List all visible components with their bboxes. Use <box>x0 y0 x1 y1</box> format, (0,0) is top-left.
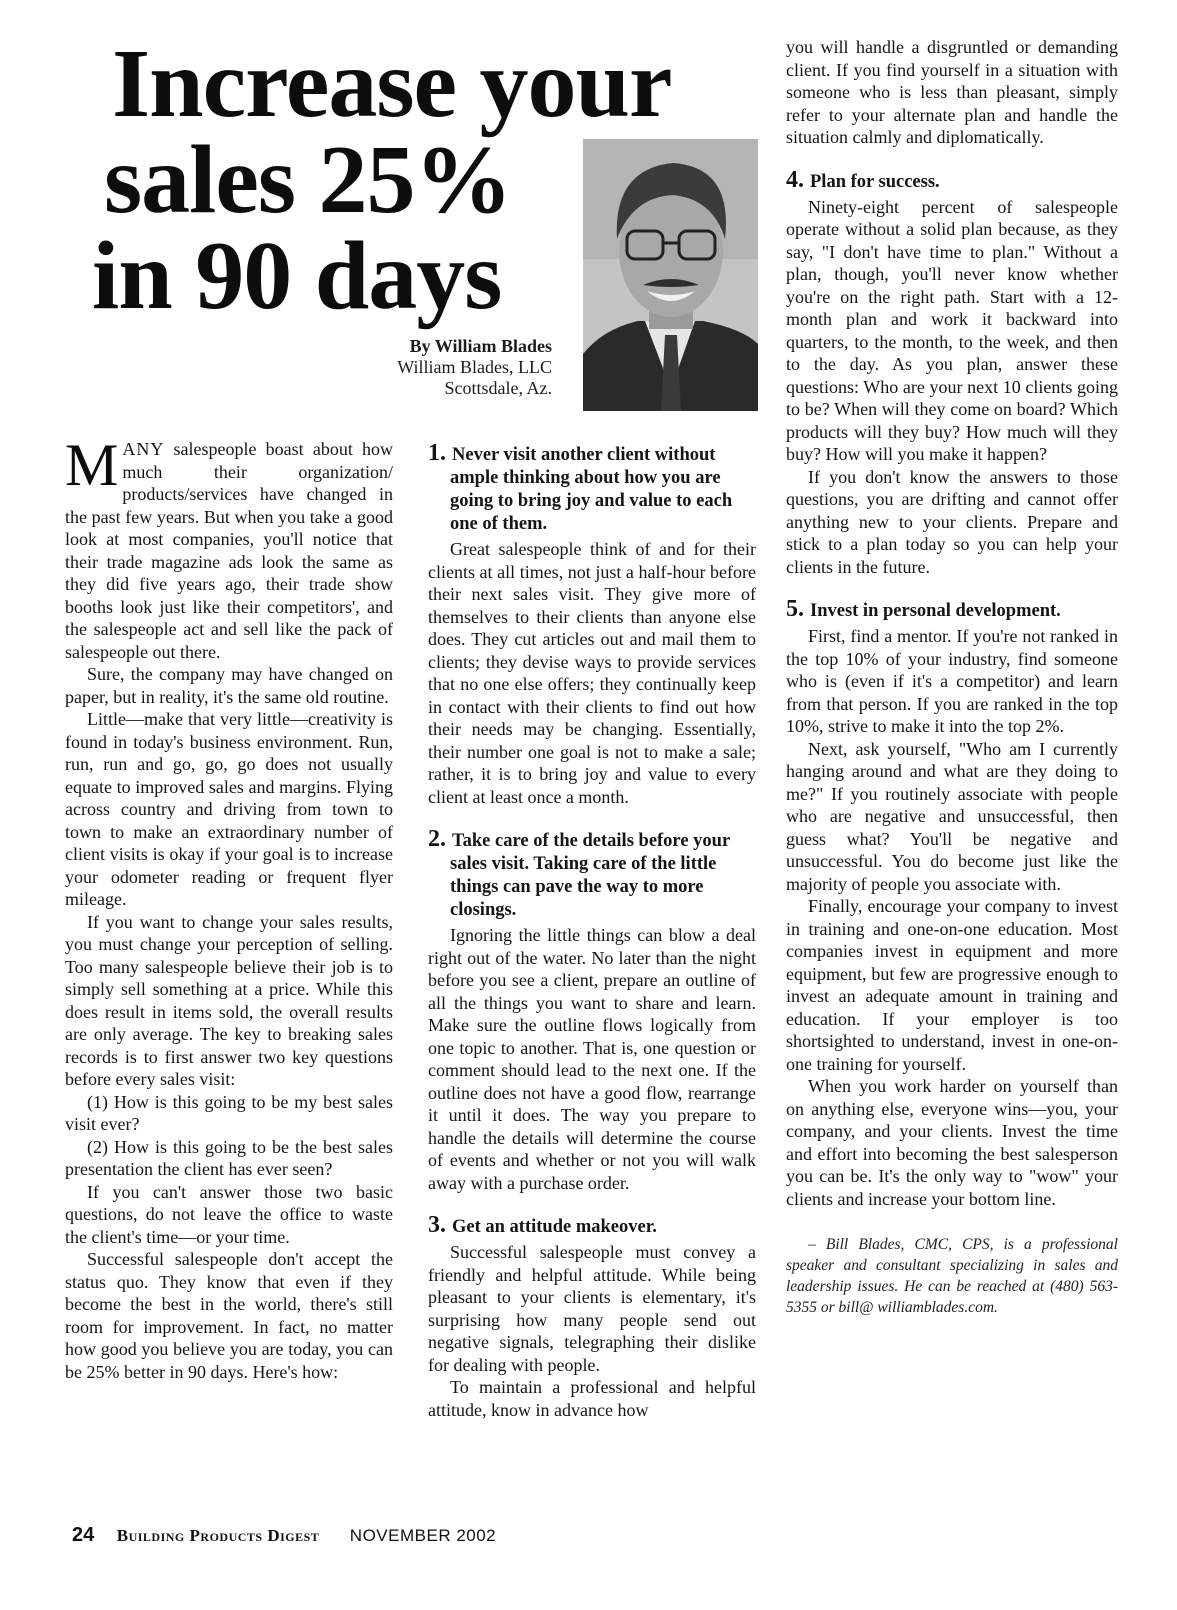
section-number: 2. <box>428 826 446 852</box>
section-heading-5 <box>786 598 1118 623</box>
paragraph: Little—make that very little—creativity is found in today's business environment. Run, run, run and go, go, go does not usually equate to improved sales and margins. Flying across country and driving from town to town to make an extraordinary number of client visits is okay if your goal is to increase your odometer reading or frequent flyer mileage. <box>65 709 393 909</box>
section-number: 1. <box>428 440 446 466</box>
column-1 <box>65 432 393 1383</box>
column-3 <box>786 36 1118 1318</box>
drop-cap: M <box>65 432 119 498</box>
paragraph: (1) How is this going to be my best sales visit ever? <box>65 1091 393 1134</box>
paragraph: If you want to change your sales results, you must change your perception of selling. Too many salespeople believe their job is to simply sell something at a price. While this does result in items sold, the overall results are only average. The key to breaking sales records is to first answer two key questions before every sales visit: <box>65 911 393 1089</box>
headline-line-2: sales 25% <box>104 126 512 234</box>
section-heading-2 <box>428 828 756 922</box>
paragraph: (2) How is this going to be the best sales presentation the client has ever seen? <box>65 1136 393 1179</box>
section-title: Invest in personal development. <box>810 601 1061 621</box>
section-heading-3 <box>428 1214 756 1239</box>
publication-name: Building Products Digest <box>116 1526 320 1545</box>
section-number: 4. <box>786 166 804 193</box>
headline-line-3: in 90 days <box>92 222 502 330</box>
section-title: Get an attitude makeover. <box>452 1217 657 1237</box>
paragraph: you will handle a disgruntled or demanding client. If you find yourself in a situation with someone who is less than pleasant, simply refer to your alternate plan and handle the situation calmly and diplomatically. <box>786 37 1118 147</box>
byline-company: William Blades, LLC <box>397 357 552 377</box>
page-number: 24 <box>72 1524 95 1546</box>
paragraph: Finally, encourage your company to invest in training and one-on-one education. Most companies invest in equipment and more equipment, but few are progressive enough to invest an adequate amount in training and education. If your employer is too shortsighted to understand, invest in one-on-one training for yourself. <box>786 896 1118 1074</box>
author-portrait-icon <box>583 139 758 411</box>
byline-location: Scottsdale, Az. <box>444 378 552 398</box>
section-title: Plan for success. <box>810 171 940 192</box>
paragraph: Ninety-eight percent of salespeople operate without a solid plan because, as they say, "I don't have time to plan." Without a plan, though, you'll never know whether you're on the right path. Start with a 12-month plan and work it backward into quarters, to the month, to the week, and then to the day. As you plan, answer these questions: Who are your next 10 clients going to be? When will they come on board? Which products will they buy? How much will they buy? How will you make it happen? <box>786 196 1118 464</box>
paragraph: If you can't answer those two basic questions, do not leave the office to waste the client's time—or your time. <box>65 1181 393 1247</box>
section-number: 5. <box>786 596 804 622</box>
paragraph: Next, ask yourself, "Who am I currently hanging around and what are they doing to me?" If you routinely associate with people who are negative and unsuccessful, then guess what? You'll be negative and unsuccessful. You do become just like the majority of people you associate with. <box>786 738 1118 894</box>
paragraph: When you work harder on yourself than on anything else, everyone wins—you, your company, and your clients. Invest the time and effort into becoming the best salesperson you can be. It's the only way to "wow" your clients and increase your bottom line. <box>786 1076 1118 1209</box>
paragraph: Ignoring the little things can blow a deal right out of the water. No later than the night before you see a client, prepare an outline of all the things you want to share and learn. Make sure the outline flows logically from one topic to another. That is, one question or comment should lead to the next one. If the outline does not have a good flow, rearrange it until it does. The way you prepare to handle the details will determine the course of events and whether or not you will walk away with a purchase order. <box>428 925 756 1193</box>
intro-text: salespeople boast about how much their organization/ products/services have changed in the past few years. But when you take a good look at most companies, you'll notice that their trade magazine ads look the same as they did five years ago, their trade show booths look just like their competitors', and the salespeople act and sell like the pack of salespeople out there. <box>65 439 393 662</box>
paragraph: Sure, the company may have changed on paper, but in reality, it's the same old routine. <box>65 664 393 707</box>
paragraph: First, find a mentor. If you're not ranked in the top 10% of your industry, find someone who is (even if it's a competitor) and learn from that person. If you are ranked in the top 10%, strive to make it into the top 2%. <box>786 626 1118 736</box>
paragraph: Successful salespeople must convey a friendly and helpful attitude. While being pleasant to your clients is elementary, it's surprising how many people send out negative signals, telegraphing their dislike for dealing with people. <box>428 1242 756 1375</box>
page-footer <box>72 1524 496 1547</box>
paragraph: Successful salespeople don't accept the status quo. They know that even if they become the best in the world, there's still room for improvement. In fact, no matter how good you believe you are today, you can be 25% better in 90 days. Here's how: <box>65 1249 393 1382</box>
issue-date: NOVEMBER 2002 <box>349 1526 497 1545</box>
paragraph: If you don't know the answers to those questions, you are drifting and cannot offer anything new to your clients. Prepare and stick to a plan today so you can help your clients in the future. <box>786 466 1118 577</box>
byline-author: By William Blades <box>409 336 552 356</box>
paragraph: Great salespeople think of and for their clients at all times, not just a half-hour before their next sales visit. They give more of themselves to their clients than anyone else does. They cut articles out and mail them to clients; they devise ways to provide services that no one else offers; they continually keep in contact with their clients to find out how their needs may be changing. Essentially, their number one goal is not to make a sale; rather, it is to bring joy and value to every client at least once a month. <box>428 539 756 807</box>
section-heading-1 <box>428 442 756 536</box>
paragraph: To maintain a professional and helpful attitude, know in advance how <box>428 1377 756 1420</box>
section-title: Never visit another client without ample thinking about how you are going to bring joy and value to each one of them. <box>450 445 733 534</box>
author-bio: – Bill Blades, CMC, CPS, is a professional speaker and consultant specializing in sales and leadership issues. He can be reached at (480) 563-5355 or bill@ williamblades.com. <box>786 1236 1118 1316</box>
lead-caps: ANY <box>122 439 165 459</box>
section-title: Take care of the details before your sales visit. Taking care of the little things can pave the way to more closings. <box>450 831 730 920</box>
column-2 <box>428 442 756 1421</box>
intro-paragraph <box>65 432 393 663</box>
byline <box>360 336 552 399</box>
section-number: 3. <box>428 1212 446 1238</box>
article-headline <box>92 30 672 330</box>
section-heading-4 <box>786 166 1118 194</box>
headline-line-1: Increase your <box>112 30 672 138</box>
